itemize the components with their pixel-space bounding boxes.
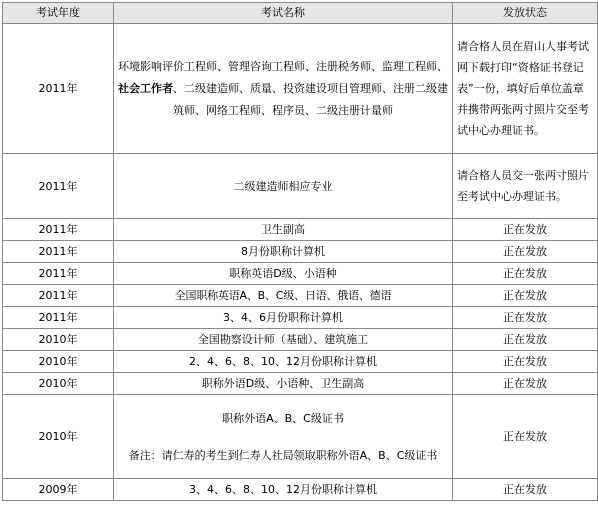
row-exam-name: 全国职称英语A、B、C级、日语、俄语、德语 — [114, 285, 453, 307]
table-row — [3, 219, 598, 241]
table-row — [3, 351, 598, 373]
row-year: 2010年 — [3, 351, 114, 373]
row-exam-name: 2、4、6、8、10、12月份职称计算机 — [114, 351, 453, 373]
row-year: 2011年 — [3, 241, 114, 263]
exam-note: 备注：请仁寿的考生到仁寿人社局领取职称外语A、B、C级证书 — [128, 448, 438, 462]
exam-name-text: 职称外语A、B、C级证书 — [222, 411, 344, 425]
row-exam-name: 8月份职称计算机 — [114, 241, 453, 263]
row-year: 2011年 — [3, 263, 114, 285]
row-exam-name: 职称英语D级、小语种 — [114, 263, 453, 285]
exam-name-bold: 社会工作者 — [118, 81, 173, 95]
header-status: 发放状态 — [453, 3, 598, 24]
table-row — [3, 285, 598, 307]
row-year: 2011年 — [3, 154, 114, 219]
row-status: 请合格人员在眉山人事考试网下载打印“资格证书登记表”一份，填好后单位盖章并携带两张两寸照片交至考试中心办理证书。 — [453, 24, 598, 154]
table-row — [3, 395, 598, 479]
row-exam-name — [114, 24, 453, 154]
table-row — [3, 307, 598, 329]
row-year: 2010年 — [3, 395, 114, 479]
row-status: 正在发放 — [453, 241, 598, 263]
row-status: 正在发放 — [453, 219, 598, 241]
table-header-row — [3, 3, 598, 24]
table-row — [3, 263, 598, 285]
row-status: 正在发放 — [453, 373, 598, 395]
table-row — [3, 154, 598, 219]
row-year: 2011年 — [3, 285, 114, 307]
row-exam-name: 二级建造师相应专业 — [114, 154, 453, 219]
exam-name-text: 环境影响评价工程师、管理咨询工程师、注册税务师、监理工程师、 — [118, 59, 448, 73]
certificate-table — [2, 2, 598, 501]
row-year: 2010年 — [3, 329, 114, 351]
table-row — [3, 373, 598, 395]
table-row — [3, 24, 598, 154]
row-exam-name: 3、4、6月份职称计算机 — [114, 307, 453, 329]
row-year: 2011年 — [3, 24, 114, 154]
row-year: 2009年 — [3, 479, 114, 501]
row-status: 正在发放 — [453, 479, 598, 501]
table-row — [3, 241, 598, 263]
row-status: 请合格人员交一张两寸照片至考试中心办理证书。 — [453, 154, 598, 219]
row-status: 正在发放 — [453, 395, 598, 479]
row-year: 2011年 — [3, 219, 114, 241]
table-row — [3, 479, 598, 501]
header-year: 考试年度 — [3, 3, 114, 24]
row-year: 2011年 — [3, 307, 114, 329]
row-exam-name: 职称外语D级、小语种、卫生副高 — [114, 373, 453, 395]
spacer — [116, 429, 450, 445]
row-exam-name: 全国勘察设计师（基础）、建筑施工 — [114, 329, 453, 351]
row-status: 正在发放 — [453, 263, 598, 285]
row-status: 正在发放 — [453, 351, 598, 373]
table-row — [3, 329, 598, 351]
header-exam-name: 考试名称 — [114, 3, 453, 24]
exam-name-text: 、二级建造师、质量、投资建设项目管理师、注册二级建筑师、网络工程师、程序员、二级注册计量师 — [173, 81, 448, 117]
row-status: 正在发放 — [453, 307, 598, 329]
row-exam-name — [114, 395, 453, 479]
row-year: 2010年 — [3, 373, 114, 395]
row-exam-name: 3、4、6、8、10、12月份职称计算机 — [114, 479, 453, 501]
row-exam-name: 卫生副高 — [114, 219, 453, 241]
row-status: 正在发放 — [453, 285, 598, 307]
row-status: 正在发放 — [453, 329, 598, 351]
